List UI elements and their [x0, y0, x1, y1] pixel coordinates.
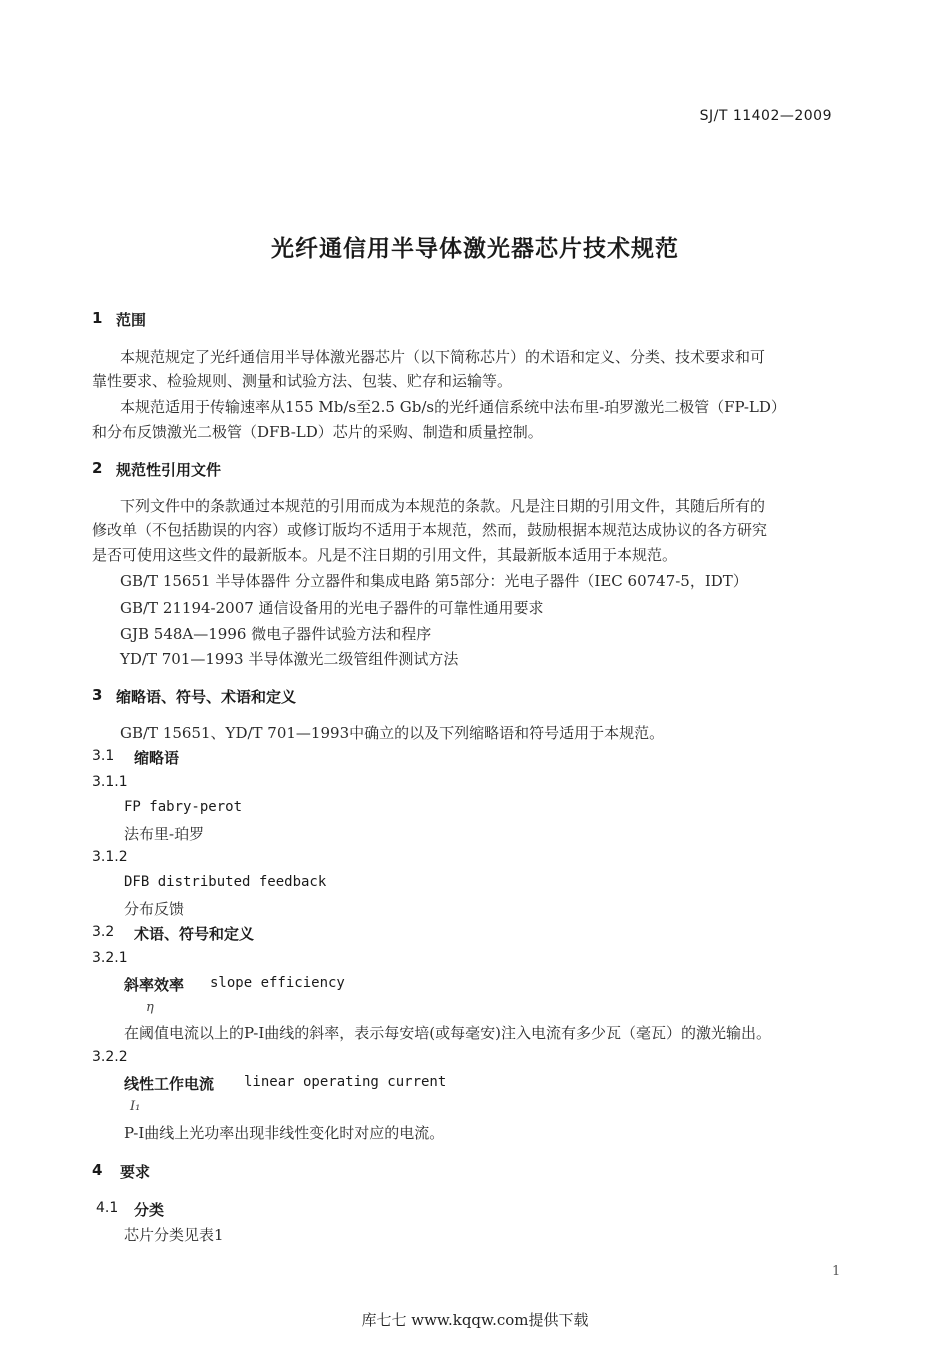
subsection-3-1-heading: 缩略语: [134, 749, 180, 767]
item-3-1-1-number: 3.1.1: [92, 774, 128, 790]
subsection-4-1-number: 4.1: [96, 1200, 119, 1216]
section-3-number: 3: [92, 686, 103, 704]
section-2-para-line1: 下列文件中的条款通过本规范的引用而成为本规范的条款。凡是注日期的引用文件，其随后所有的: [120, 497, 766, 515]
section-2-para-line2: 修改单（不包括勘误的内容）或修订版均不适用于本规范，然而，鼓励根据本规范达成协议的各方研究: [92, 521, 768, 539]
section-1-heading: 范围: [116, 311, 147, 329]
reference-item: YD/T 701—1993 半导体激光二级管组件测试方法: [120, 650, 459, 668]
item-3-1-2-number: 3.1.2: [92, 849, 128, 865]
subsection-4-1-heading: 分类: [134, 1201, 165, 1219]
section-4-number: 4: [92, 1161, 103, 1179]
item-3-2-2-term-zh: 线性工作电流: [124, 1075, 215, 1093]
reference-item: GB/T 21194-2007 通信设备用的光电子器件的可靠性通用要求: [120, 599, 544, 617]
item-3-2-1-symbol: η: [146, 1000, 154, 1015]
standard-code: SJ/T 11402—2009: [699, 108, 832, 124]
item-3-2-2-symbol: I₁: [130, 1099, 141, 1114]
section-1-para2-line1: 本规范适用于传输速率从155 Mb/s至2.5 Gb/s的光纤通信系统中法布里-珀罗激光二极管（FP-LD）: [120, 398, 786, 416]
item-3-2-1-definition: 在阈值电流以上的P-I曲线的斜率，表示每安培(或每毫安)注入电流有多少瓦（毫瓦）的激光输出。: [124, 1024, 771, 1042]
item-3-1-1-term: FP fabry-perot: [124, 799, 243, 815]
item-3-2-1-term-en: slope efficiency: [210, 975, 345, 991]
reference-item: GB/T 15651 半导体器件 分立器件和集成电路 第5部分：光电子器件（IEC 60747-5，IDT）: [120, 572, 748, 590]
section-1-para1-line2: 靠性要求、检验规则、测量和试验方法、包装、贮存和运输等。: [92, 372, 513, 390]
document-title: 光纤通信用半导体激光器芯片技术规范: [271, 236, 679, 262]
item-3-1-2-meaning: 分布反馈: [124, 900, 185, 918]
item-3-2-2-definition: P-I曲线上光功率出现非线性变化时对应的电流。: [124, 1124, 445, 1142]
section-4-heading: 要求: [120, 1163, 151, 1181]
item-3-2-1-number: 3.2.1: [92, 950, 128, 966]
subsection-3-1-number: 3.1: [92, 748, 115, 764]
section-1-para2-line2: 和分布反馈激光二极管（DFB-LD）芯片的采购、制造和质量控制。: [92, 423, 543, 441]
page-number: 1: [832, 1264, 841, 1279]
download-footer: 库七七 www.kqqw.com提供下载: [361, 1311, 589, 1329]
section-2-para-line3: 是否可使用这些文件的最新版本。凡是不注日期的引用文件，其最新版本适用于本规范。: [92, 546, 678, 564]
item-3-1-2-term: DFB distributed feedback: [124, 874, 327, 890]
section-3-intro: GB/T 15651、YD/T 701—1993中确立的以及下列缩略语和符号适用于本规范。: [120, 724, 665, 742]
reference-item: GJB 548A—1996 微电子器件试验方法和程序: [120, 625, 432, 643]
item-3-1-1-meaning: 法布里-珀罗: [124, 825, 205, 843]
section-1-para1-line1: 本规范规定了光纤通信用半导体激光器芯片（以下简称芯片）的术语和定义、分类、技术要求和可: [120, 348, 766, 366]
subsection-4-1-text: 芯片分类见表1: [124, 1226, 224, 1244]
section-3-heading: 缩略语、符号、术语和定义: [116, 688, 297, 706]
subsection-3-2-number: 3.2: [92, 924, 115, 940]
item-3-2-2-number: 3.2.2: [92, 1049, 128, 1065]
subsection-3-2-heading: 术语、符号和定义: [134, 925, 255, 943]
item-3-2-2-term-en: linear operating current: [244, 1074, 447, 1090]
section-1-number: 1: [92, 309, 103, 327]
section-2-heading: 规范性引用文件: [116, 461, 222, 479]
item-3-2-1-term-zh: 斜率效率: [124, 976, 185, 994]
section-2-number: 2: [92, 459, 103, 477]
